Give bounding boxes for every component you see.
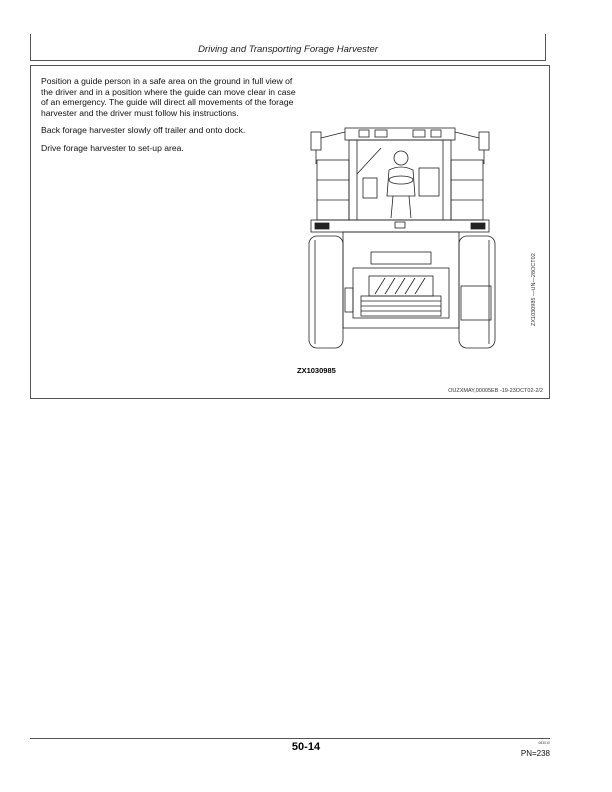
page-header: [30, 34, 546, 61]
pn-number: PN=238: [520, 749, 550, 758]
figure-side-label: ZX1030985 —UN—28OCT02: [531, 253, 537, 326]
section-title: Driving and Transporting Forage Harvester: [198, 44, 378, 55]
forage-harvester-illustration: [301, 118, 513, 358]
paragraph-guide: Position a guide person in a safe area on the ground in full view of the driver and in a position where the guide can move clear in case of an emergency. The guide will direct all movements of the forage harvester and the driver must follow his instructions.: [41, 76, 296, 118]
figure-code: ZX1030985: [297, 366, 336, 375]
footer-code: 083010: [538, 741, 550, 745]
radiator-grille: [369, 276, 433, 296]
paragraph-back-off: Back forage harvester slowly off trailer and onto dock.: [41, 125, 246, 136]
page-number: 50-14: [291, 741, 321, 753]
document-reference: OUZXMAY,00005EB -19-23OCT02-2/2: [448, 388, 543, 394]
driver-head: [394, 151, 408, 165]
instruction-text: [41, 76, 296, 161]
content-block: [30, 65, 550, 399]
right-wheel: [459, 236, 495, 348]
paragraph-setup: Drive forage harvester to set-up area.: [41, 142, 184, 153]
left-wheel: [309, 236, 343, 348]
left-mirror: [311, 132, 321, 150]
footer-divider: [30, 738, 550, 739]
right-mirror: [479, 132, 489, 150]
